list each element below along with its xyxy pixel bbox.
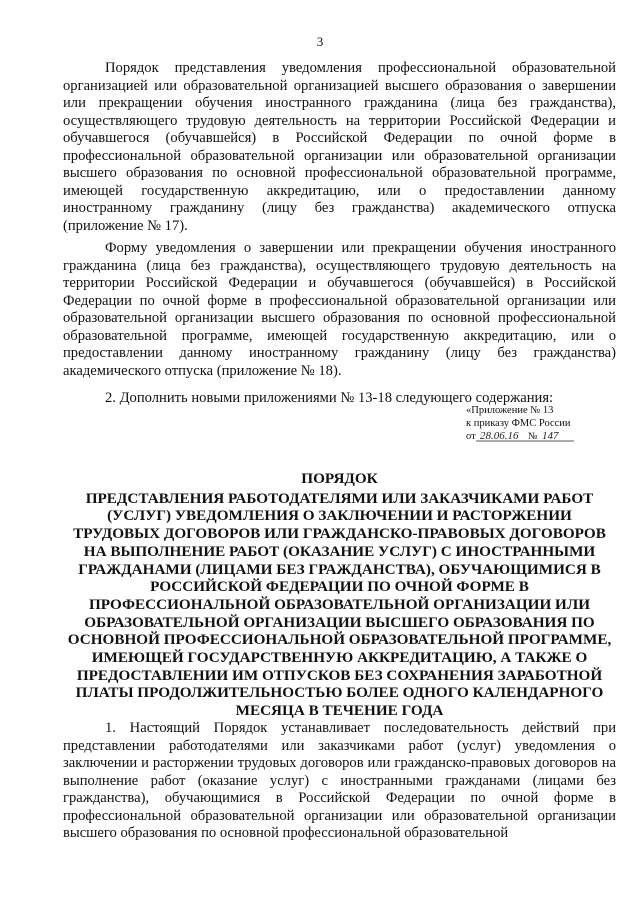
page-number: 3 bbox=[316, 34, 324, 49]
heading-subtitle: ПРЕДСТАВЛЕНИЯ РАБОТОДАТЕЛЯМИ ИЛИ ЗАКАЗЧИКАМИ РАБОТ (УСЛУГ) УВЕДОМЛЕНИЯ О ЗАКЛЮЧЕНИИ И РАСТОРЖЕНИИ ТРУДОВЫХ ДОГОВОРОВ ИЛИ ГРАЖДАНСКО-ПРАВОВЫХ ДОГОВОРОВ НА ВЫПОЛНЕНИЕ РАБОТ (ОКАЗАНИЕ УСЛУГ) С ИНОСТРАННЫМИ ГРАЖДАНАМИ (ЛИЦАМИ БЕЗ ГРАЖДАНСТВА), ОБУЧАЮЩИМИСЯ В РОССИЙСКОЙ ФЕДЕРАЦИИ ПО ОЧНОЙ ФОРМЕ В ПРОФЕССИОНАЛЬНОЙ ОБРАЗОВАТЕЛЬНОЙ ОРГАНИЗАЦИИ ИЛИ ОБРАЗОВАТЕЛЬНОЙ ОРГАНИЗАЦИИ ВЫСШЕГО ОБРАЗОВАНИЯ ПО ОСНОВНОЙ ПРОФЕССИОНАЛЬНОЙ ОБРАЗОВАТЕЛЬНОЙ ПРОГРАММЕ, ИМЕЮЩЕЙ ГОСУДАРСТВЕННУЮ АККРЕДИТАЦИЮ, А ТАКЖЕ О ПРЕДОСТАВЛЕНИИ ИМ ОТПУСКОВ БЕЗ СОХРАНЕНИЯ ЗАРАБОТНОЙ ПЛАТЫ ПРОДОЛЖИТЕЛЬНОСТЬЮ БОЛЕЕ ОДНОГО КАЛЕНДАРНОГО МЕСЯЦА В ТЕЧЕНИЕ ГОДА bbox=[67, 489, 612, 720]
paragraph-text: Порядок представления уведомления профессиональной образовательной организацией или образовательной организацией высшего образования о завершении или прекращении обучения иностранного гражданина (лица без гражданства), осуществляющего трудовую деятельность на территории Российской Федерации и обучавшегося (обучавшейся) в Российской Федерации по очной форме в профессиональной образовательной организации или образовательной организации высшего образования по основной профессиональной образовательной программе, имеющей государственную аккредитацию, или о предоставлении данному иностранному гражданину (лицу без гражданства) академического отпуска (приложение № 17). bbox=[63, 60, 616, 234]
handwritten-date-number bbox=[476, 430, 576, 442]
appendix-date-line bbox=[466, 430, 616, 443]
appendix-order-line: к приказу ФМС России bbox=[466, 418, 571, 429]
handwritten-date: 28.06.16 bbox=[479, 430, 519, 442]
handwritten-number: 147 bbox=[541, 430, 559, 442]
paragraph-notification-order bbox=[63, 60, 616, 235]
number-label: № bbox=[527, 431, 538, 442]
appendix-reference bbox=[466, 404, 616, 443]
section-heading bbox=[63, 470, 616, 720]
paragraph-text: Форму уведомления о завершении или прекращении обучения иностранного гражданина (лица без гражданства), осуществляющего трудовую деятельность на территории Российской Федерации и обучавшегося (обучавшейся) в Российской Федерации по очной форме в профессиональной образовательной организации или образовательной организации высшего образования по основной профессиональной образовательной программе, имеющей государственную аккредитацию, или о предоставлении данному иностранному гражданину (лицу без гражданства) академического отпуска (приложение № 18). bbox=[63, 240, 616, 379]
paragraph-notification-form bbox=[63, 240, 616, 380]
appendix-line: «Приложение № 13 bbox=[466, 405, 554, 416]
handwriting-signature-icon bbox=[476, 430, 576, 444]
paragraph-procedure-item-1 bbox=[63, 720, 616, 843]
paragraph-text: 2. Дополнить новыми приложениями № 13-18 следующего содержания: bbox=[105, 390, 554, 406]
paragraph-text: 1. Настоящий Порядок устанавливает последовательность действий при представлении работодателями или заказчиками работ (услуг) уведомления о заключении и расторжении трудовых договоров или гражданско-правовых договоров на выполнение работ (оказание услуг) с иностранными гражданами (лицами без гражданства), обучающимися в Российской Федерации по очной форме в профессиональной образовательной организации или образовательной организации высшего образования по основной профессиональной образовательной bbox=[63, 720, 616, 841]
appendix-from-label: от bbox=[466, 431, 476, 442]
heading-title: ПОРЯДОК bbox=[301, 470, 378, 487]
